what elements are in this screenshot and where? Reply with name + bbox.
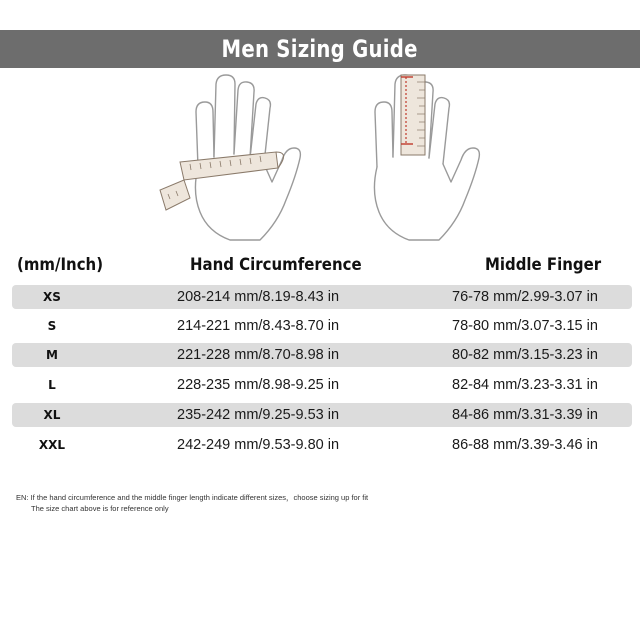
size-label: XXL	[38, 438, 66, 452]
middle-finger-value: 80-82 mm/3.15-3.23 in	[452, 347, 598, 363]
size-label: M	[46, 348, 58, 362]
middle-finger-illustration	[355, 72, 495, 247]
table-row	[12, 314, 632, 338]
table-row	[12, 343, 632, 367]
hand-circumference-value: 235-242 mm/9.25-9.53 in	[177, 407, 340, 423]
middle-finger-value: 82-84 mm/3.23-3.31 in	[452, 377, 598, 393]
hand-circumference-value: 242-249 mm/9.53-9.80 in	[177, 437, 340, 453]
middle-finger-value: 76-78 mm/2.99-3.07 in	[452, 289, 598, 305]
reference-note: The size chart above is for reference only	[31, 504, 169, 513]
page-title: Men Sizing Guide	[221, 35, 419, 63]
table-row	[12, 373, 632, 397]
middle-finger-value: 78-80 mm/3.07-3.15 in	[452, 318, 598, 334]
title-banner	[0, 30, 640, 68]
hand-circumference-value: 214-221 mm/8.43-8.70 in	[177, 318, 340, 334]
middle-finger-header: Middle Finger	[485, 255, 602, 275]
size-label: XS	[43, 290, 61, 304]
table-row	[12, 285, 632, 309]
middle-finger-value: 86-88 mm/3.39-3.46 in	[452, 437, 598, 453]
hand-circumference-illustration	[150, 72, 320, 247]
size-label: S	[47, 319, 57, 333]
sizing-note: EN: If the hand circumference and the middle finger length indicate different sizes，choose sizing up for fit	[16, 493, 369, 502]
size-label: XL	[43, 408, 61, 422]
hand-circumference-header: Hand Circumference	[190, 255, 362, 275]
size-label: L	[48, 378, 56, 392]
hand-circumference-value: 208-214 mm/8.19-8.43 in	[177, 289, 340, 305]
table-row	[12, 433, 632, 457]
middle-finger-value: 84-86 mm/3.31-3.39 in	[452, 407, 598, 423]
unit-header: (mm/Inch)	[17, 255, 104, 275]
hand-circumference-value: 228-235 mm/8.98-9.25 in	[177, 377, 340, 393]
hand-circumference-value: 221-228 mm/8.70-8.98 in	[177, 347, 340, 363]
table-row	[12, 403, 632, 427]
